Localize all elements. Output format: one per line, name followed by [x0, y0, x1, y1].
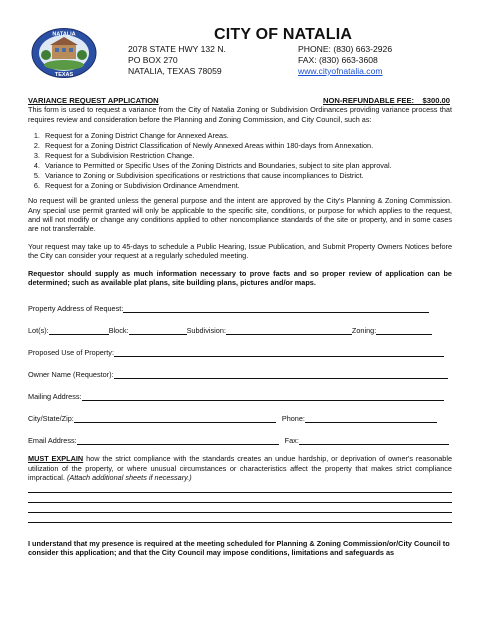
list-item: 2. Request for a Zoning District Classification of Newly Annexed Areas within 180-days from Annexation. — [42, 141, 452, 150]
city-contact — [298, 44, 392, 77]
website-link[interactable]: www.cityofnatalia.com — [298, 66, 383, 76]
phone-field[interactable] — [305, 414, 437, 423]
city-address — [128, 44, 226, 77]
fax-field[interactable] — [299, 436, 449, 445]
email-fax-row — [28, 423, 452, 445]
form-title: VARIANCE REQUEST APPLICATION — [28, 96, 159, 105]
subdivision-field[interactable] — [226, 326, 352, 335]
address-line: NATALIA, TEXAS 78059 — [128, 66, 222, 76]
owner-name-row — [28, 357, 452, 379]
proposed-use-label: Proposed Use of Property: — [28, 348, 114, 357]
list-item: 5. Variance to Zoning or Subdivision specifications or restrictions that cause incompliances to District. — [42, 171, 452, 180]
phone-text: PHONE: (830) 663-2926 — [298, 44, 393, 54]
fax-label: Fax: — [284, 436, 299, 445]
lots-field[interactable] — [49, 326, 109, 335]
city-seal-logo — [30, 27, 98, 79]
mailing-address-row — [28, 379, 452, 401]
zoning-label: Zoning: — [351, 326, 377, 335]
city-state-zip-label: City/State/Zip: — [28, 414, 74, 423]
fee-label: NON-REFUNDABLE FEE: — [322, 96, 415, 105]
owner-name-label: Owner Name (Requestor): — [28, 370, 114, 379]
block-field[interactable] — [129, 326, 187, 335]
mailing-address-field[interactable] — [82, 392, 444, 401]
email-label: Email Address: — [28, 436, 77, 445]
list-item: 6. Request for a Zoning or Subdivision Ordinance Amendment. — [42, 181, 452, 190]
explanation-line[interactable] — [28, 513, 452, 523]
closing-statement: I understand that my presence is required at the meeting scheduled for Planning & Zoning Commission/or/City Council to consider this application; and that the City Council may impose conditions, limitations and safeguards as — [28, 538, 450, 558]
city-title: CITY OF NATALIA — [214, 26, 353, 43]
mailing-address-label: Mailing Address: — [28, 392, 82, 401]
svg-text:TEXAS: TEXAS — [54, 72, 74, 78]
email-field[interactable] — [77, 436, 279, 445]
address-line: 2078 STATE HWY 132 N. — [128, 44, 226, 54]
explanation-line[interactable] — [28, 483, 452, 493]
lot-block-row — [28, 313, 452, 335]
attach-note: (Attach additional sheets if necessary.) — [66, 473, 192, 483]
must-explain-text: how the strict compliance with the standards creates an undue hardship, or deprivation of owner's reasonable utilization of the property, or where unusual circumstances or characteristics affect the property that makes strict compliance impractical. — [28, 454, 452, 483]
block-label: Block: — [108, 326, 129, 335]
fax-text: FAX: (830) 663-3608 — [298, 55, 378, 65]
city-state-zip-row — [28, 401, 452, 423]
property-address-row — [28, 291, 452, 313]
explanation-line[interactable] — [28, 503, 452, 513]
city-state-zip-field[interactable] — [74, 414, 276, 423]
svg-text:NATALIA: NATALIA — [52, 31, 76, 38]
proposed-use-row — [28, 335, 452, 357]
requestor-paragraph: Requestor should supply as much information necessary to prove facts and so proper review of application can be determined; such as available plat plans, site building plans, pictures and/or maps. — [28, 268, 452, 287]
form-body — [28, 96, 452, 557]
list-item: 1. Request for a Zoning District Change for Annexed Areas. — [42, 131, 452, 140]
zoning-field[interactable] — [376, 326, 432, 335]
approval-paragraph: No request will be granted unless the general purpose and the intent are approved by the City's Planning & Zoning Commission. Any special use permit granted will only be applicable to the specific site, conditions, or purpose for which applies to the request, and will not modify or change any conditions applied to other noncompliance standards of the site or property, and in some cases are not transferrable. — [28, 196, 452, 234]
form-header — [28, 96, 452, 105]
must-explain-label: MUST EXPLAIN — [28, 454, 84, 464]
property-address-label: Property Address of Request: — [28, 304, 124, 313]
lots-label: Lot(s): — [28, 326, 49, 335]
proposed-use-field[interactable] — [114, 348, 444, 357]
subdivision-label: Subdivision: — [186, 326, 226, 335]
list-item: 3. Request for a Subdivision Restriction Change. — [42, 151, 452, 160]
request-types-list — [28, 131, 452, 190]
schedule-paragraph: Your request may take up to 45-days to schedule a Public Hearing, Issue Publication, and Submit Property Owners Notices before the City can consider your request at a regularly scheduled meeting. — [28, 241, 452, 261]
owner-name-field[interactable] — [114, 370, 448, 379]
property-address-field[interactable] — [123, 304, 429, 313]
explanation-line[interactable] — [28, 493, 452, 503]
fee-line — [323, 96, 452, 105]
phone-label: Phone: — [281, 414, 305, 423]
must-explain-paragraph — [28, 454, 452, 482]
list-item: 4. Variance to Permitted or Specific Uses of the Zoning Districts and Boundaries, subject to site plan approval. — [42, 161, 452, 170]
fee-value: $300.00 — [422, 96, 450, 105]
address-line: PO BOX 270 — [128, 55, 178, 65]
intro-paragraph: This form is used to request a variance from the City of Natalia Zoning or Subdivision Ordinances providing variance process that requires review and consideration before the Planning and Zoning Commission, and City Council, such as: — [28, 105, 452, 124]
